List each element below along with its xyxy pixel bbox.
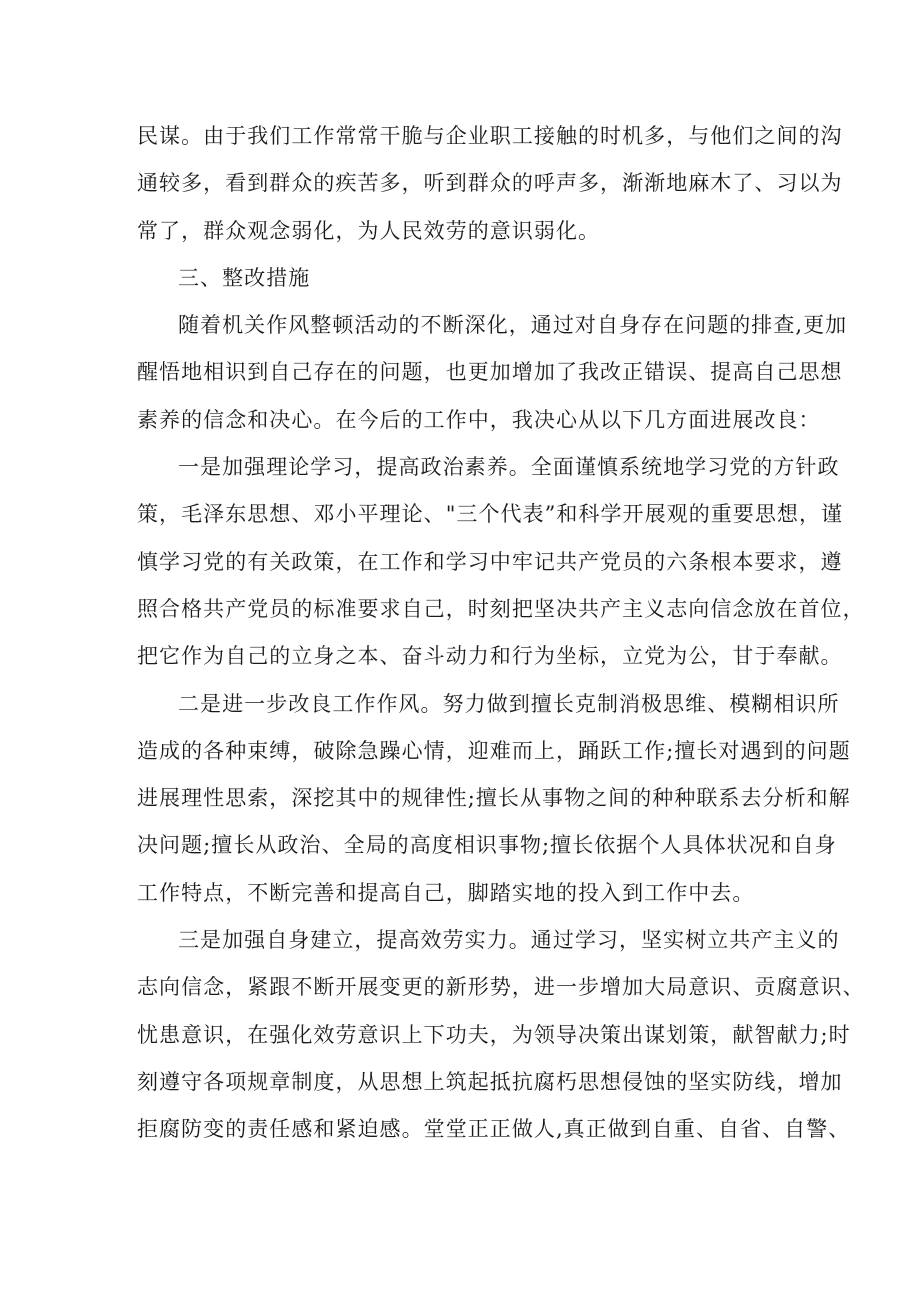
paragraph-line: 决问题;擅长从政治、全局的高度相识事物;擅长依据个人具体状况和自身 — [137, 833, 837, 858]
paragraph-line: 慎学习党的有关政策，在工作和学习中牢记共产党员的六条根本要求，遵 — [137, 549, 843, 574]
paragraph-line: 随着机关作风整顿活动的不断深化，通过对自身存在问题的排查,更加 — [178, 313, 848, 338]
paragraph-line: 一是加强理论学习，提高政治素养。全面谨慎系统地学习党的方针政 — [178, 455, 840, 480]
document-body — [137, 113, 865, 1154]
paragraph-line: 素养的信念和决心。在今后的工作中，我决心从以下几方面进展改良： — [137, 407, 821, 432]
paragraph-line: 忧患意识，在强化效劳意识上下功夫，为领导决策出谋划策，献智献力;时 — [137, 1022, 851, 1047]
paragraph-line: 民谋。由于我们工作常常干脆与企业职工接触的时机多，与他们之间的沟 — [137, 124, 843, 148]
paragraph-line: 刻遵守各项规章制度，从思想上筑起抵抗腐朽思想侵蚀的坚实防线，增加 — [137, 1069, 843, 1094]
paragraph-line: 把它作为自己的立身之本、奋斗动力和行为坐标，立党为公，甘于奉献。 — [137, 644, 843, 669]
paragraph-line: 照合格共产党员的标准要求自己，时刻把坚决共产主义志向信念放在首位， — [137, 596, 865, 621]
paragraph-line: 造成的各种束缚，破除急躁心情，迎难而上，踊跃工作;擅长对遇到的问题 — [137, 738, 851, 763]
paragraph-line: 进展理性思索，深挖其中的规律性;擅长从事物之间的种种联系去分析和解 — [137, 786, 851, 811]
paragraph-line: 拒腐防变的责任感和紧迫感。堂堂正正做人,真正做到自重、自省、自警、 — [137, 1117, 851, 1142]
paragraph-line: 工作特点，不断完善和提高自己，脚踏实地的投入到工作中去。 — [137, 880, 755, 905]
paragraph-line: 通较多，看到群众的疾苦多，听到群众的呼声多，渐渐地麻木了、习以为 — [137, 171, 843, 196]
paragraph-line: 二是进一步改良工作作风。努力做到擅长克制消极思维、模糊相识所 — [178, 691, 840, 716]
paragraph-line: 志向信念，紧跟不断开展变更的新形势，进一步增加大局意识、贡腐意识、 — [137, 975, 865, 1000]
paragraph-line: 三是加强自身建立，提高效劳实力。通过学习，坚实树立共产主义的 — [178, 928, 840, 953]
paragraph-line: 醒悟地相识到自己存在的问题，也更加增加了我改正错误、提高自己思想 — [137, 360, 843, 385]
paragraph-line: 策，毛泽东思想、邓小平理论、"三个代表”和科学开展观的重要思想，谨 — [137, 502, 844, 527]
section-heading: 三、整改措施 — [178, 265, 311, 290]
paragraph-line: 常了，群众观念弱化，为人民效劳的意识弱化。 — [137, 218, 601, 243]
